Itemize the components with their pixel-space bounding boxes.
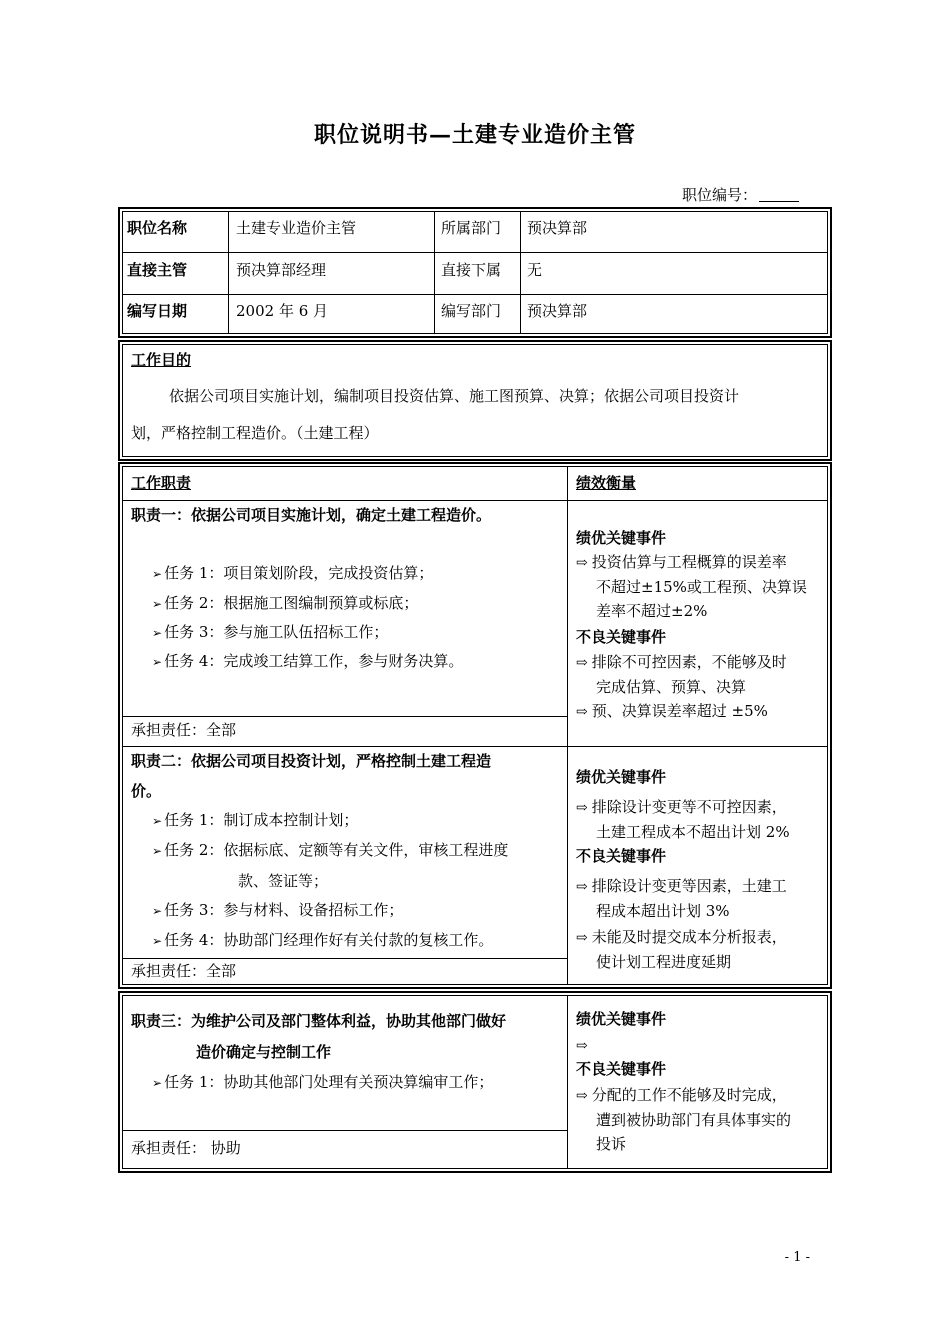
task-text: 任务 2：根据施工图编制预算或标底； xyxy=(164,594,419,612)
label-position-name: 职位名称 xyxy=(127,219,188,237)
duty2-bad-1 xyxy=(576,876,787,897)
label-subordinates: 直接下属 xyxy=(441,261,502,279)
duty1-task-1 xyxy=(152,563,433,584)
duty3-good-1 xyxy=(576,1035,592,1056)
arrow-right-icon: ⇨ xyxy=(576,704,588,720)
perf-text: 预、决算误差率超过 ±5% xyxy=(591,702,768,720)
arrow-right-icon: ⇨ xyxy=(576,930,588,946)
duty3-title-1: 职责三：为维护公司及部门整体利益，协助其他部门做好 xyxy=(131,1012,507,1030)
divider xyxy=(228,211,229,334)
duty2-bad-1b: 程成本超出计划 3% xyxy=(596,902,730,920)
divider xyxy=(122,1130,567,1131)
bullet-arrow-icon: ➢ xyxy=(152,1076,163,1090)
duty1-task-2 xyxy=(152,593,418,614)
purpose-line-2: 划，严格控制工程造价。（土建工程） xyxy=(131,424,379,442)
task-text: 任务 4：协助部门经理作好有关付款的复核工作。 xyxy=(164,931,494,949)
value-department: 预决算部 xyxy=(527,219,588,237)
arrow-right-icon: ⇨ xyxy=(576,1038,588,1054)
purpose-heading: 工作目的 xyxy=(131,351,192,369)
arrow-right-icon: ⇨ xyxy=(576,555,588,571)
arrow-right-icon: ⇨ xyxy=(576,800,588,816)
task-text: 任务 4：完成竣工结算工作，参与财务决算。 xyxy=(164,652,464,670)
task-text: 任务 1：项目策划阶段，完成投资估算； xyxy=(164,564,434,582)
divider xyxy=(567,995,568,1169)
duties-header: 工作职责 xyxy=(131,474,192,492)
duty2-good-1 xyxy=(576,797,787,818)
duty3-responsibility: 承担责任： 协助 xyxy=(131,1139,241,1157)
task-text: 任务 3：参与施工队伍招标工作； xyxy=(164,623,389,641)
duty3-bad-1c: 投诉 xyxy=(596,1135,627,1153)
performance-header: 绩效衡量 xyxy=(576,474,637,492)
bullet-arrow-icon: ➢ xyxy=(152,597,163,611)
bullet-arrow-icon: ➢ xyxy=(152,626,163,640)
task-text: 任务 1：协助其他部门处理有关预决算编审工作； xyxy=(164,1073,494,1091)
duty2-task-1 xyxy=(152,810,358,831)
duty2-task-3 xyxy=(152,900,403,921)
duty3-task-1 xyxy=(152,1072,493,1093)
duty3-good-title: 绩优关键事件 xyxy=(576,1010,667,1028)
arrow-right-icon: ⇨ xyxy=(576,1088,588,1104)
perf-text: 分配的工作不能够及时完成， xyxy=(591,1086,787,1104)
duty1-bad-title: 不良关键事件 xyxy=(576,628,667,646)
duty3-bad-title: 不良关键事件 xyxy=(576,1060,667,1078)
value-author-dept: 预决算部 xyxy=(527,302,588,320)
label-author-dept: 编写部门 xyxy=(441,302,502,320)
duty2-good-title: 绩优关键事件 xyxy=(576,768,667,786)
duty2-bad-title: 不良关键事件 xyxy=(576,847,667,865)
task-text: 任务 1：制订成本控制计划； xyxy=(164,811,359,829)
position-number-blank xyxy=(759,201,799,202)
perf-text: 排除不可控因素，不能够及时 xyxy=(591,653,787,671)
divider xyxy=(434,211,435,334)
divider xyxy=(567,466,568,985)
duty1-bad-1b: 完成估算、预算、决算 xyxy=(596,678,747,696)
duty1-good-3: 差率不超过±2% xyxy=(596,602,708,620)
duty2-task-4 xyxy=(152,930,493,951)
label-supervisor: 直接主管 xyxy=(127,261,188,279)
divider xyxy=(122,958,567,959)
duty2-responsibility: 承担责任：全部 xyxy=(131,962,237,980)
task-text: 任务 2：依据标底、定额等有关文件，审核工程进度 xyxy=(164,841,509,859)
value-date: 2002 年 6 月 xyxy=(236,302,329,320)
bullet-arrow-icon: ➢ xyxy=(152,567,163,581)
duty2-task-2 xyxy=(152,840,508,861)
duty1-bad-1 xyxy=(576,652,787,673)
value-position-name: 土建专业造价主管 xyxy=(236,219,357,237)
duty1-task-3 xyxy=(152,622,388,643)
page-number: - 1 - xyxy=(784,1250,810,1265)
divider xyxy=(122,500,828,501)
label-department: 所属部门 xyxy=(441,219,502,237)
divider xyxy=(122,746,828,747)
bullet-arrow-icon: ➢ xyxy=(152,934,163,948)
bullet-arrow-icon: ➢ xyxy=(152,655,163,669)
divider xyxy=(520,211,521,334)
duty1-title: 职责一：依据公司项目实施计划，确定土建工程造价。 xyxy=(131,506,492,524)
value-subordinates: 无 xyxy=(527,261,543,279)
duty1-good-1 xyxy=(576,552,787,573)
bullet-arrow-icon: ➢ xyxy=(152,904,163,918)
perf-text: 未能及时提交成本分析报表， xyxy=(591,928,787,946)
perf-text: 投资估算与工程概算的误差率 xyxy=(591,553,787,571)
task-text: 任务 3：参与材料、设备招标工作； xyxy=(164,901,404,919)
page-title: 职位说明书—土建专业造价主管 xyxy=(313,122,636,148)
duty3-title-2: 造价确定与控制工作 xyxy=(196,1043,332,1061)
bullet-arrow-icon: ➢ xyxy=(152,844,163,858)
duty2-good-2: 土建工程成本不超出计划 2% xyxy=(596,823,790,841)
duty2-bad-2b: 使计划工程进度延期 xyxy=(596,953,732,971)
duty1-responsibility: 承担责任：全部 xyxy=(131,721,237,739)
duty1-good-2: 不超过±15%或工程预、决算误 xyxy=(596,578,807,596)
position-number xyxy=(682,184,799,205)
duty3-bad-1 xyxy=(576,1085,787,1106)
value-supervisor: 预决算部经理 xyxy=(236,261,327,279)
position-number-label: 职位编号： xyxy=(682,186,758,204)
perf-text: 排除设计变更等不可控因素， xyxy=(591,798,787,816)
perf-text: 排除设计变更等因素，土建工 xyxy=(591,877,787,895)
duty1-good-title: 绩优关键事件 xyxy=(576,529,667,547)
arrow-right-icon: ⇨ xyxy=(576,879,588,895)
duty2-title-1: 职责二：依据公司项目投资计划，严格控制土建工程造 xyxy=(131,752,492,770)
duty1-bad-2 xyxy=(576,701,768,722)
duty2-title-2: 价。 xyxy=(131,782,162,800)
label-date: 编写日期 xyxy=(127,302,188,320)
purpose-line-1: 依据公司项目实施计划，编制项目投资估算、施工图预算、决算；依据公司项目投资计 xyxy=(169,387,740,405)
duty2-bad-2 xyxy=(576,927,787,948)
bullet-arrow-icon: ➢ xyxy=(152,814,163,828)
duty1-task-4 xyxy=(152,651,463,672)
divider xyxy=(122,716,567,717)
duty2-task-2b: 款、签证等； xyxy=(238,872,329,890)
duty3-bad-1b: 遭到被协助部门有具体事实的 xyxy=(596,1111,792,1129)
arrow-right-icon: ⇨ xyxy=(576,655,588,671)
